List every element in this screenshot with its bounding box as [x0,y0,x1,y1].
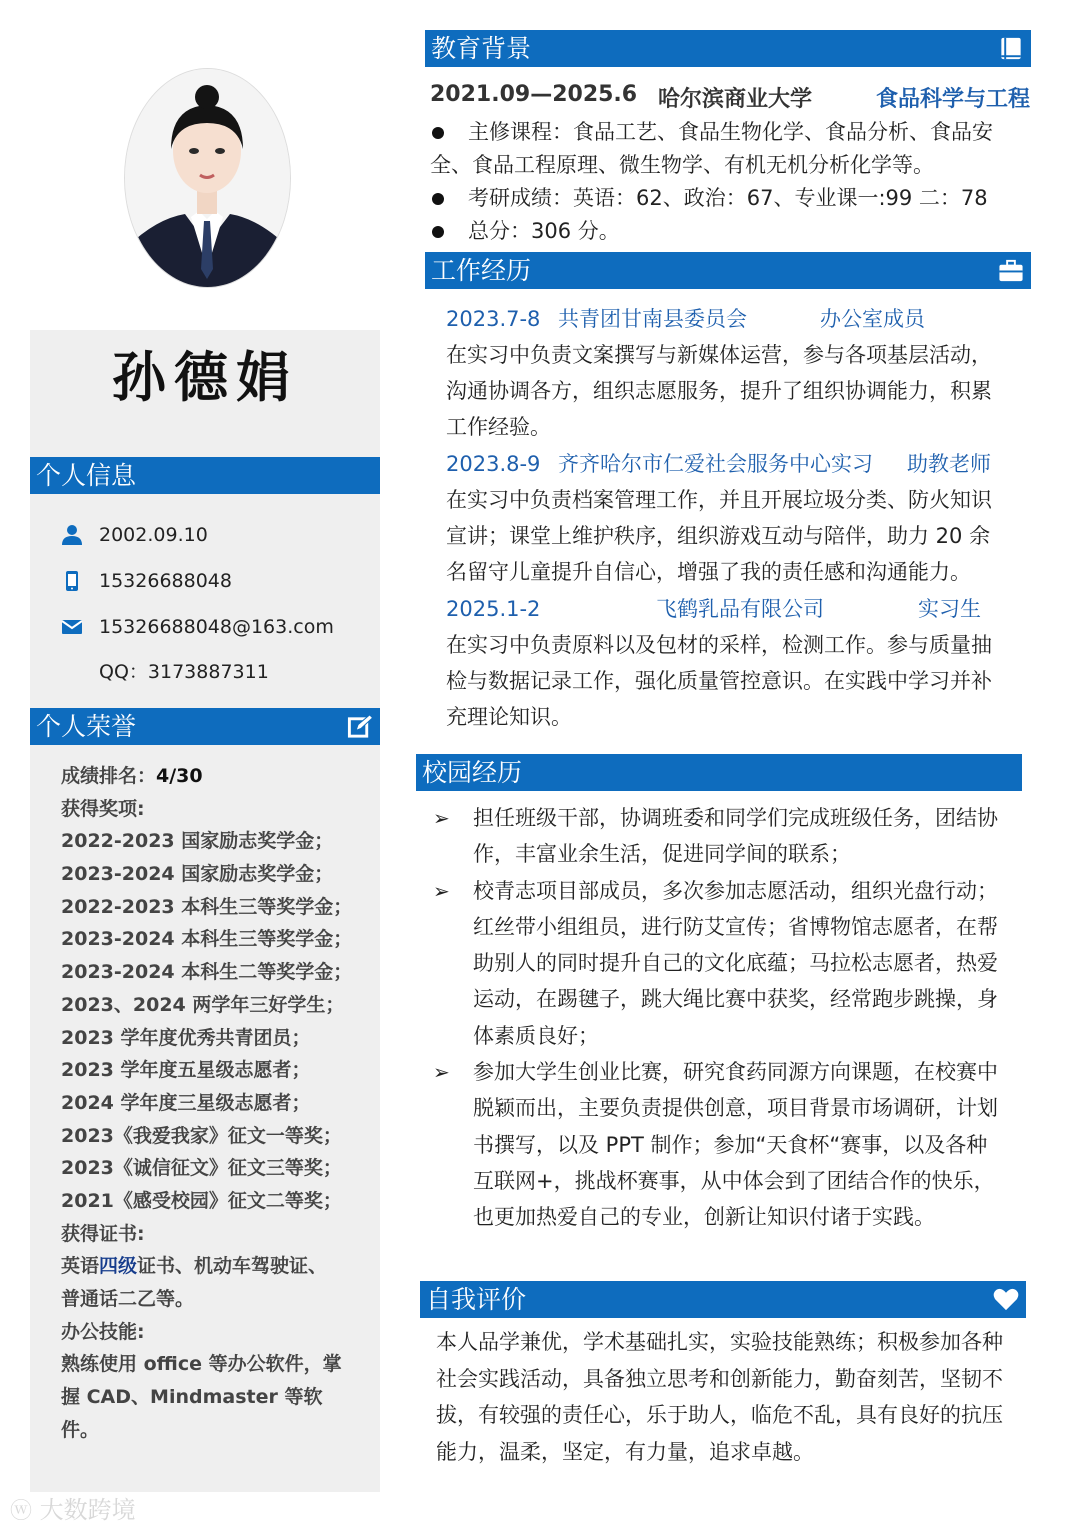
campus-item [433,873,1003,1054]
education-courses-text: 主修课程：食品工艺、食品生物化学、食品分析、食品安全、食品工程原理、微生物学、有机无机分析化学等。 [430,120,993,177]
work-role: 助教老师 [907,452,991,476]
work-date: 2025.1-2 [446,597,541,621]
education-courses [430,116,1025,182]
mail-icon [60,615,84,639]
work-desc: 在实习中负责文案撰写与新媒体运营，参与各项基层活动，沟通协调各方，组织志愿服务，提升了组织协调能力，积累工作经验。 [446,343,992,439]
qq-text: QQ：3173887311 [99,661,269,683]
rank-label: 成绩排名： [61,765,157,787]
work-org: 共青团甘南县委员会 [558,307,747,331]
campus-item-text: 校青志项目部成员，多次参加志愿活动，组织光盘行动；红丝带小组组员，进行防艾宣传；省博物馆志愿者，在帮助别人的同时提升自己的文化底蕴；马拉松志愿者，热爱运动，在踢毽子，跳大绳比赛中获奖，经常跑步跳操，身体素质良好； [473,878,998,1048]
arrow-bullet-icon: ➢ [433,806,450,830]
rank-line [61,760,361,793]
section-header-work [425,252,1031,289]
honors-list [61,760,361,1447]
section-title: 个人信息 [36,461,137,490]
award-item: 2024 学年度三星级志愿者； [61,1091,311,1114]
award-item: 2023 学年度五星级志愿者； [61,1059,311,1082]
certs-label: 获得证书: [61,1222,145,1245]
campus-item [433,1054,1003,1235]
birthday-text: 2002.09.10 [99,524,208,546]
portrait-photo-icon [125,69,290,287]
campus-item [433,800,1003,873]
watermark-logo-icon: ⓦ [10,1499,33,1524]
bullet-icon [432,226,444,238]
work-role: 办公室成员 [820,307,925,331]
person-icon [60,523,84,547]
watermark [10,1490,136,1525]
award-item: 2023《诚信征文》征文三等奖； [61,1157,342,1180]
section-header-self-eval [420,1281,1026,1318]
work-item [446,446,1011,590]
bullet-icon [432,127,444,139]
award-item: 2022-2023 国家励志奖学金； [61,830,334,853]
arrow-bullet-icon: ➢ [433,878,450,903]
education-period: 2021.09—2025.6 [430,82,638,107]
section-title: 工作经历 [431,256,532,285]
award-item: 2023-2024 国家励志奖学金； [61,863,334,886]
education-total [430,215,1025,248]
education-total-text: 总分：306 分。 [468,219,620,243]
section-header-personal-info [30,457,380,494]
campus-list [433,800,1003,1236]
self-eval-text: 本人品学兼优，学术基础扎实，实验技能熟练；积极参加各种社会实践活动，具备独立思考和创新能力，勤奋刻苦，坚韧不拔，有较强的责任心，乐于助人，临危不乱，具有良好的抗压能力，温柔，坚定，有力量，追求卓越。 [436,1330,1003,1464]
award-item: 2023、2024 两学年三好学生； [61,993,345,1016]
campus-item-text: 担任班级干部，协调班委和同学们完成班级任务，团结协作，丰富业余生活，促进同学间的联系； [473,806,998,867]
award-item: 2023-2024 本科生二等奖学金； [61,961,353,984]
section-title: 教育背景 [431,34,532,63]
certs-prefix: 英语 [61,1255,100,1278]
skills-text: 熟练使用 office 等办公软件，掌握 CAD、Mindmaster 等软件。 [61,1353,342,1441]
education-school: 哈尔滨商业大学 [658,87,813,112]
heart-icon [992,1286,1020,1313]
award-item: 2022-2023 本科生三等奖学金； [61,895,353,918]
work-date: 2023.7-8 [446,307,541,331]
email-text: 15326688048@163.com [99,616,334,638]
education-major: 食品科学与工程 [876,87,1031,112]
arrow-bullet-icon: ➢ [433,1060,450,1085]
work-item-header [446,446,1011,482]
section-title: 个人荣誉 [36,712,137,741]
education-exam-text: 考研成绩：英语：62、政治：67、专业课一:99 二：78 [468,186,988,210]
mobile-phone-icon [60,569,84,593]
watermark-text: 大数跨境 [39,1496,136,1524]
work-item [446,591,1011,735]
section-header-honors [30,708,380,745]
candidate-name: 孙德娟 [112,346,298,409]
certs-text [61,1250,341,1315]
section-title: 自我评价 [426,1285,527,1314]
education-exam [430,182,1025,215]
campus-item-text: 参加大学生创业比赛，研究食药同源方向课题，在校赛中脱颖而出，主要负责提供创意，项目背景市场调研，计划书撰写，以及 PPT 制作；参加“天食杯“赛事，以及各种互联网+，挑战杯赛事，从中体会到了团结合作的快乐，也更加热爱自己的专业，创新让知识付诸于实践。 [473,1060,998,1230]
work-role: 实习生 [918,597,981,621]
award-item: 2023 学年度优秀共青团员； [61,1026,311,1049]
edit-icon [346,713,374,740]
skills-label: 办公技能: [61,1320,145,1343]
briefcase-icon [997,257,1025,284]
certs-highlight: 四级 [99,1255,138,1278]
work-org: 齐齐哈尔市仁爱社会服务中心实习 [558,452,873,476]
section-header-education [425,30,1031,67]
awards-label: 获得奖项: [61,797,145,820]
work-item [446,301,1011,445]
section-header-campus [416,754,1022,791]
profile-photo [124,68,291,288]
work-item-header [446,301,1011,337]
award-item: 2021《感受校园》征文二等奖； [61,1189,342,1212]
education-details [430,116,1025,248]
book-icon [997,35,1025,62]
bullet-icon [432,193,444,205]
award-item: 2023-2024 本科生三等奖学金； [61,928,353,951]
work-date: 2023.8-9 [446,452,541,476]
phone-text: 15326688048 [99,570,232,592]
rank-value: 4/30 [156,765,203,787]
section-title: 校园经历 [422,758,523,787]
work-desc: 在实习中负责原料以及包材的采样，检测工作。参与质量抽检与数据记录工作，强化质量管控意识。在实践中学习并补充理论知识。 [446,633,992,729]
award-item: 2023《我爱我家》征文一等奖； [61,1124,342,1147]
certs-rest: 证书、机动车驾驶证、普通话二乙等。 [61,1255,328,1311]
work-item-header [446,591,1011,627]
work-org: 飞鹤乳品有限公司 [656,597,824,621]
work-desc: 在实习中负责档案管理工作，并且开展垃圾分类、防火知识宣讲；课堂上维护秩序，组织游戏互动与陪伴，助力 20 余名留守儿童提升自信心，增强了我的责任感和沟通能力。 [446,488,992,584]
